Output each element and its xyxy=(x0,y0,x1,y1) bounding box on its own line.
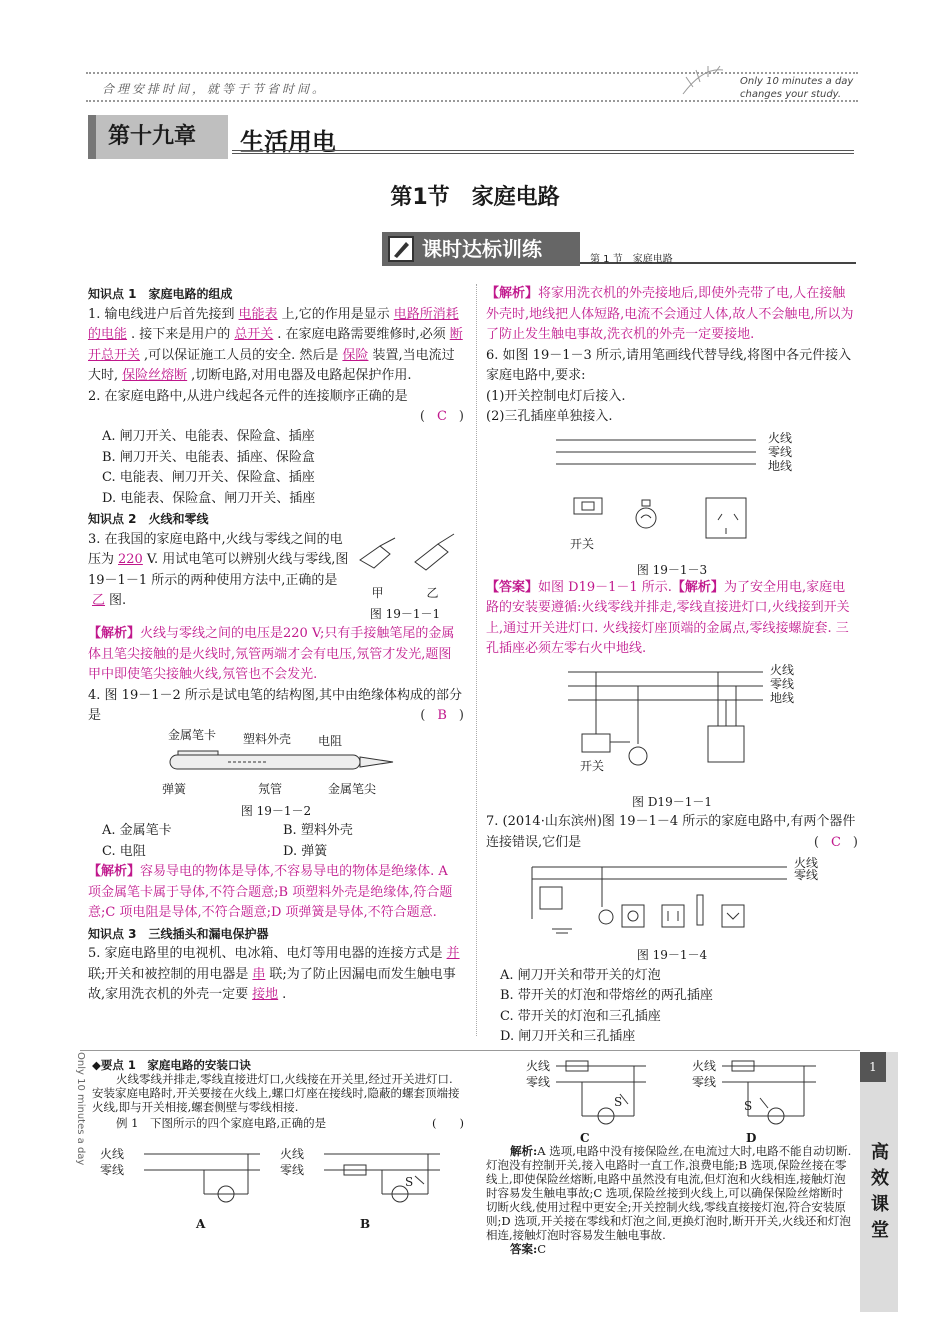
fig2-label-resistor: 电阻 xyxy=(318,733,343,748)
example-1: 例 1 下图所示的四个家庭电路,正确的是 ( ) xyxy=(116,1116,464,1130)
q7-wire-live: 火线 xyxy=(794,856,819,870)
wire-label-ground: 地线 xyxy=(768,458,793,473)
figD-caption: 图 D19－1－1 xyxy=(632,794,712,809)
knowledge-point-3: 知识点 3 三线插头和漏电保护器 xyxy=(88,926,269,941)
fig2-label-spring: 弹簧 xyxy=(162,781,187,796)
q3-explanation: 【解析】火线与零线之间的电压是220 V;只有手接触笔尾的金属体且笔尖接触的是火线时,氖管两端才会有电压,氖管才发光,题图甲中即使笔尖接触火线,氖管也不会发光. xyxy=(88,626,455,682)
q6-req-1: (1)开关控制电灯后接入. xyxy=(486,388,626,404)
chapter-rule xyxy=(232,150,854,154)
motto: 合理安排时间，就等于节省时间。 xyxy=(102,82,328,96)
circuit-cd-drawing xyxy=(526,1058,846,1142)
figure-19-1-3 xyxy=(486,428,858,578)
q2-options: A. 闸刀开关、电能表、保险盒、插座 B. 闸刀开关、电能表、插座、保险盒 C. 电能表、闸刀开关、保险盒、插座 D. 电能表、保险盒、闸刀开关、插座 xyxy=(102,429,316,506)
question-3: 3. 在我国的家庭电路中,火线与零线之间的电压为 220 V. 用试电笔可以辨别火线与零线,图 19－1－1 所示的两种使用方法中,正确的是乙 图. xyxy=(88,531,349,608)
cd-live-2: 火线 xyxy=(692,1059,717,1073)
test-pen-hands-figure xyxy=(350,530,460,576)
q4-explanation: 【解析】容易导电的物体是导体,不容易导电的物体是绝缘体. A 项金属笔卡属于导体,不符合题意;B 项塑料外壳是绝缘体,符合题意;C 项电阻是导体,不符合题意;D 项弹簧是导体,不符合题意. xyxy=(88,864,453,920)
wire-label-neutral: 零线 xyxy=(768,444,793,459)
test-pen-diagram xyxy=(168,747,398,777)
slogan: Only 10 minutes a day changes your study. xyxy=(740,76,854,100)
fig1-label-jia: 甲 xyxy=(371,586,384,600)
cd-neutral-2: 零线 xyxy=(692,1075,717,1089)
d-wire-live: 火线 xyxy=(770,662,795,677)
q2-choice-row: ( C ) xyxy=(419,409,464,424)
q7-circuit-diagram xyxy=(522,859,792,945)
q6-answer: 【答案】如图 D19－1－1 所示.【解析】为了安全用电,家庭电路的安装要遵循:火线零线并排走,零线直接进灯口,火线接到开关上,通过开关进灯口. 火线接灯座顶端的金属点,零线接螺旋套. 三孔插座必须左零右火中地线. xyxy=(486,579,850,656)
cd-neutral: 零线 xyxy=(526,1075,551,1089)
right-column xyxy=(486,284,858,1048)
q4-options: A. 金属笔卡 B. 塑料外壳 C. 电阻 D. 弹簧 xyxy=(102,823,353,859)
figure-D19-1-1 xyxy=(486,660,858,792)
q7-options: A. 闸刀开关和带开关的灯泡 B. 带开关的灯泡和带熔丝的两孔插座 C. 带开关的灯泡和三孔插座 D. 闸刀开关和三孔插座 xyxy=(500,967,713,1044)
fig3-caption: 图 19－1－3 xyxy=(636,562,708,577)
left-column xyxy=(88,284,464,1006)
q5-explanation: 【解析】将家用洗衣机的外壳接地后,即使外壳带了电,人在接触外壳时,地线把人体短路,电流不会通过人体,故人不会触电,所以为了防止发生触电事故,洗衣机的外壳一定要接地. xyxy=(486,286,854,342)
components-diagram xyxy=(566,490,766,550)
fig2-label-neon: 氖管 xyxy=(258,781,283,796)
fig2-label-tip: 金属笔尖 xyxy=(328,781,377,796)
q7-wire-neutral: 零线 xyxy=(794,868,819,882)
d-wire-ground: 地线 xyxy=(770,690,795,705)
banner: 课时达标训练 xyxy=(382,232,580,266)
circuit-ab xyxy=(100,1146,460,1238)
side-text: 高 效 课 堂 xyxy=(871,1142,889,1241)
cd-s: S xyxy=(614,1095,623,1109)
ab-neutral: 零线 xyxy=(100,1163,125,1177)
label-d: D xyxy=(746,1131,757,1145)
wires-diagram xyxy=(556,434,766,474)
bottom-left xyxy=(92,1058,464,1130)
cd-live: 火线 xyxy=(526,1059,551,1073)
leaf-icon xyxy=(678,62,728,98)
vertical-slogan: Only 10 minutes a day xyxy=(75,1052,86,1166)
knowledge-point-2: 知识点 2 火线和零线 xyxy=(88,512,209,526)
ab-live-2: 火线 xyxy=(280,1147,305,1161)
question-3-block xyxy=(88,530,464,625)
analysis: 解析:A 选项,电路中没有接保险丝,在电流过大时,电路不能自动切断. 灯泡没有控制开关,接入电路时一直工作,浪费电能;B 选项,保险丝接在零线上,即使保险丝熔断,电路中虽然没有电流,但灯泡和火线相连,接触灯泡时容易发生触电事故;C 选项,保险丝接到火线上,可以确保保险丝熔断时切断火线,使用过程中更安全;开关控制火线,零线直接接灯泡,符合安装原则;D 选项,开关接在零线和灯泡之间,更换灯泡时,断开开关,火线还和灯泡相连,接触灯泡时容易发生触电事故. 答案:C xyxy=(486,1144,852,1256)
knowledge-point-1: 知识点 1 家庭电路的组成 xyxy=(88,287,233,301)
label-b: B xyxy=(360,1217,371,1231)
banner-subtitle: 第 1 节 家庭电路 xyxy=(590,254,673,265)
pencil-icon xyxy=(388,236,414,262)
figure-19-1-1 xyxy=(350,530,460,625)
question-6: 6. 如图 19－1－3 所示,请用笔画线代替导线,将图中各元件接入家庭电路中,要求: xyxy=(486,347,852,383)
fig2-caption: 图 19－1－2 xyxy=(240,803,312,818)
point-title: ◆要点 1 家庭电路的安装口诀 xyxy=(92,1058,251,1072)
switch-label: 开关 xyxy=(570,536,595,551)
figure-19-1-4 xyxy=(486,853,858,945)
label-c: C xyxy=(580,1131,590,1145)
ab-neutral-2: 零线 xyxy=(280,1163,305,1177)
ab-live: 火线 xyxy=(100,1147,125,1161)
question-7: 7. (2014·山东滨州)图 19－1－4 所示的家庭电路中,有两个器件连接错误,它们是 ( C ) xyxy=(486,814,858,850)
d-wire-neutral: 零线 xyxy=(770,676,795,691)
section-title: 第1节 家庭电路 xyxy=(390,185,560,210)
d-switch-label: 开关 xyxy=(580,758,605,773)
point-text: 火线零线并排走,零线直接进灯口,火线接在开关里,经过开关进灯口. 安装家庭电路时,开关要接在火线上,螺口灯座在接线时,隐蔽的螺套顶端接火线,即与开关相接,螺套侧壁与零线相接. xyxy=(92,1072,460,1114)
q6-req-2: (2)三孔插座单独接入. xyxy=(486,409,613,424)
answer-line: 答案:C xyxy=(510,1242,547,1256)
cd-s-2: S xyxy=(744,1099,753,1113)
figure-19-1-2 xyxy=(148,727,464,801)
fig2-label-shell: 塑料外壳 xyxy=(243,731,292,746)
circuit-cd xyxy=(526,1058,846,1145)
fig2-label-clip: 金属笔卡 xyxy=(168,727,217,742)
question-5: 5. 家庭电路里的电视机、电冰箱、电灯等用电器的连接方式是 并联;开关和被控制的用电器是 串 联;为了防止因漏电而发生触电事故,家用洗衣机的外壳一定要 接地 . xyxy=(88,946,460,1002)
ab-s: S xyxy=(405,1175,414,1189)
page-number: 1 xyxy=(860,1052,886,1082)
chapter-title: 生活用电 xyxy=(240,128,336,156)
question-2: 2. 在家庭电路中,从进户线起各元件的连接顺序正确的是 xyxy=(88,388,408,404)
chapter-number: 第十九章 xyxy=(88,115,228,159)
question-1: 1. 输电线进户后首先接到 电能表 上,它的作用是显示 电路所消耗的电能 . 接下来是用户的 总开关 . 在家庭电路需要维修时,必须 断开总开关 ,可以保证施工人员的安全. 然后是 保险 装置,当电流过大时, 保险丝熔断 ,切断电路,对用电器及电路起保护作用. xyxy=(88,306,463,383)
wire-label-live: 火线 xyxy=(768,430,793,445)
column-divider xyxy=(476,284,477,1036)
fig4-caption: 图 19－1－4 xyxy=(636,948,708,962)
header-rule xyxy=(86,72,858,74)
fig1-label-yi: 乙 xyxy=(426,586,439,600)
fig1-caption: 图 19－1－1 xyxy=(369,606,441,621)
question-4: 4. 图 19－1－2 所示是试电笔的结构图,其中由绝缘体构成的部分是 ( B ) xyxy=(88,687,464,723)
label-a: A xyxy=(196,1217,206,1231)
